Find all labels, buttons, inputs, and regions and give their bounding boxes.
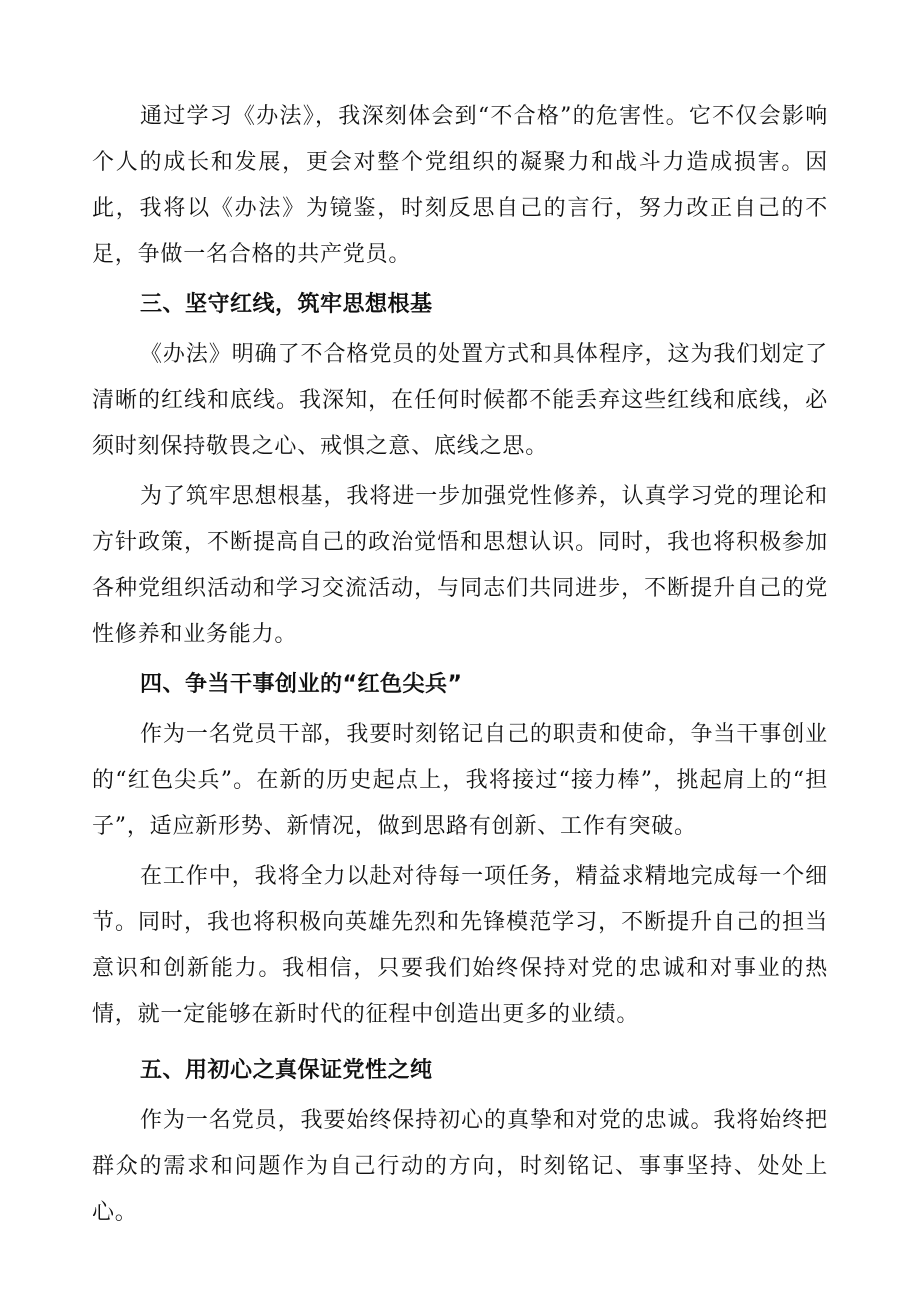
section-heading-3: 三、坚守红线，筑牢思想根基 (140, 292, 433, 317)
paragraph-6: 作为一名党员，我要始终保持初心的真挚和对党的忠诚。我将始终把群众的需求和问题作为自己行动的方向，时刻铭记、事事坚持、处处上心。 (92, 1108, 828, 1225)
section-heading-4: 四、争当干事创业的“红色尖兵” (140, 672, 463, 697)
paragraph-3: 为了筑牢思想根基，我将进一步加强党性修养，认真学习党的理论和方针政策，不断提高自己的政治觉悟和思想认识。同时，我也将积极参加各种党组织活动和学习交流活动，与同志们共同进步，不断提升自己的党性修养和业务能力。 (92, 484, 828, 647)
paragraph-4: 作为一名党员干部，我要时刻铭记自己的职责和使命，争当干事创业的“红色尖兵”。在新的历史起点上，我将接过“接力棒”，挑起肩上的“担子”，适应新形势、新情况，做到思路有创新、工作有突破。 (92, 722, 828, 839)
paragraph-5: 在工作中，我将全力以赴对待每一项任务，精益求精地完成每一个细节。同时，我也将积极向英雄先烈和先锋模范学习，不断提升自己的担当意识和创新能力。我相信，只要我们始终保持对党的忠诚和对事业的热情，就一定能够在新时代的征程中创造出更多的业绩。 (92, 864, 828, 1027)
section-heading-5: 五、用初心之真保证党性之纯 (140, 1058, 433, 1083)
document-body (92, 94, 828, 1236)
paragraph-1: 通过学习《办法》，我深刻体会到“不合格”的危害性。它不仅会影响个人的成长和发展，更会对整个党组织的凝聚力和战斗力造成损害。因此，我将以《办法》为镜鉴，时刻反思自己的言行，努力改正自己的不足，争做一名合格的共产党员。 (92, 104, 828, 267)
paragraph-2: 《办法》明确了不合格党员的处置方式和具体程序，这为我们划定了清晰的红线和底线。我深知，在任何时候都不能丢弃这些红线和底线，必须时刻保持敬畏之心、戒惧之意、底线之思。 (92, 342, 828, 459)
